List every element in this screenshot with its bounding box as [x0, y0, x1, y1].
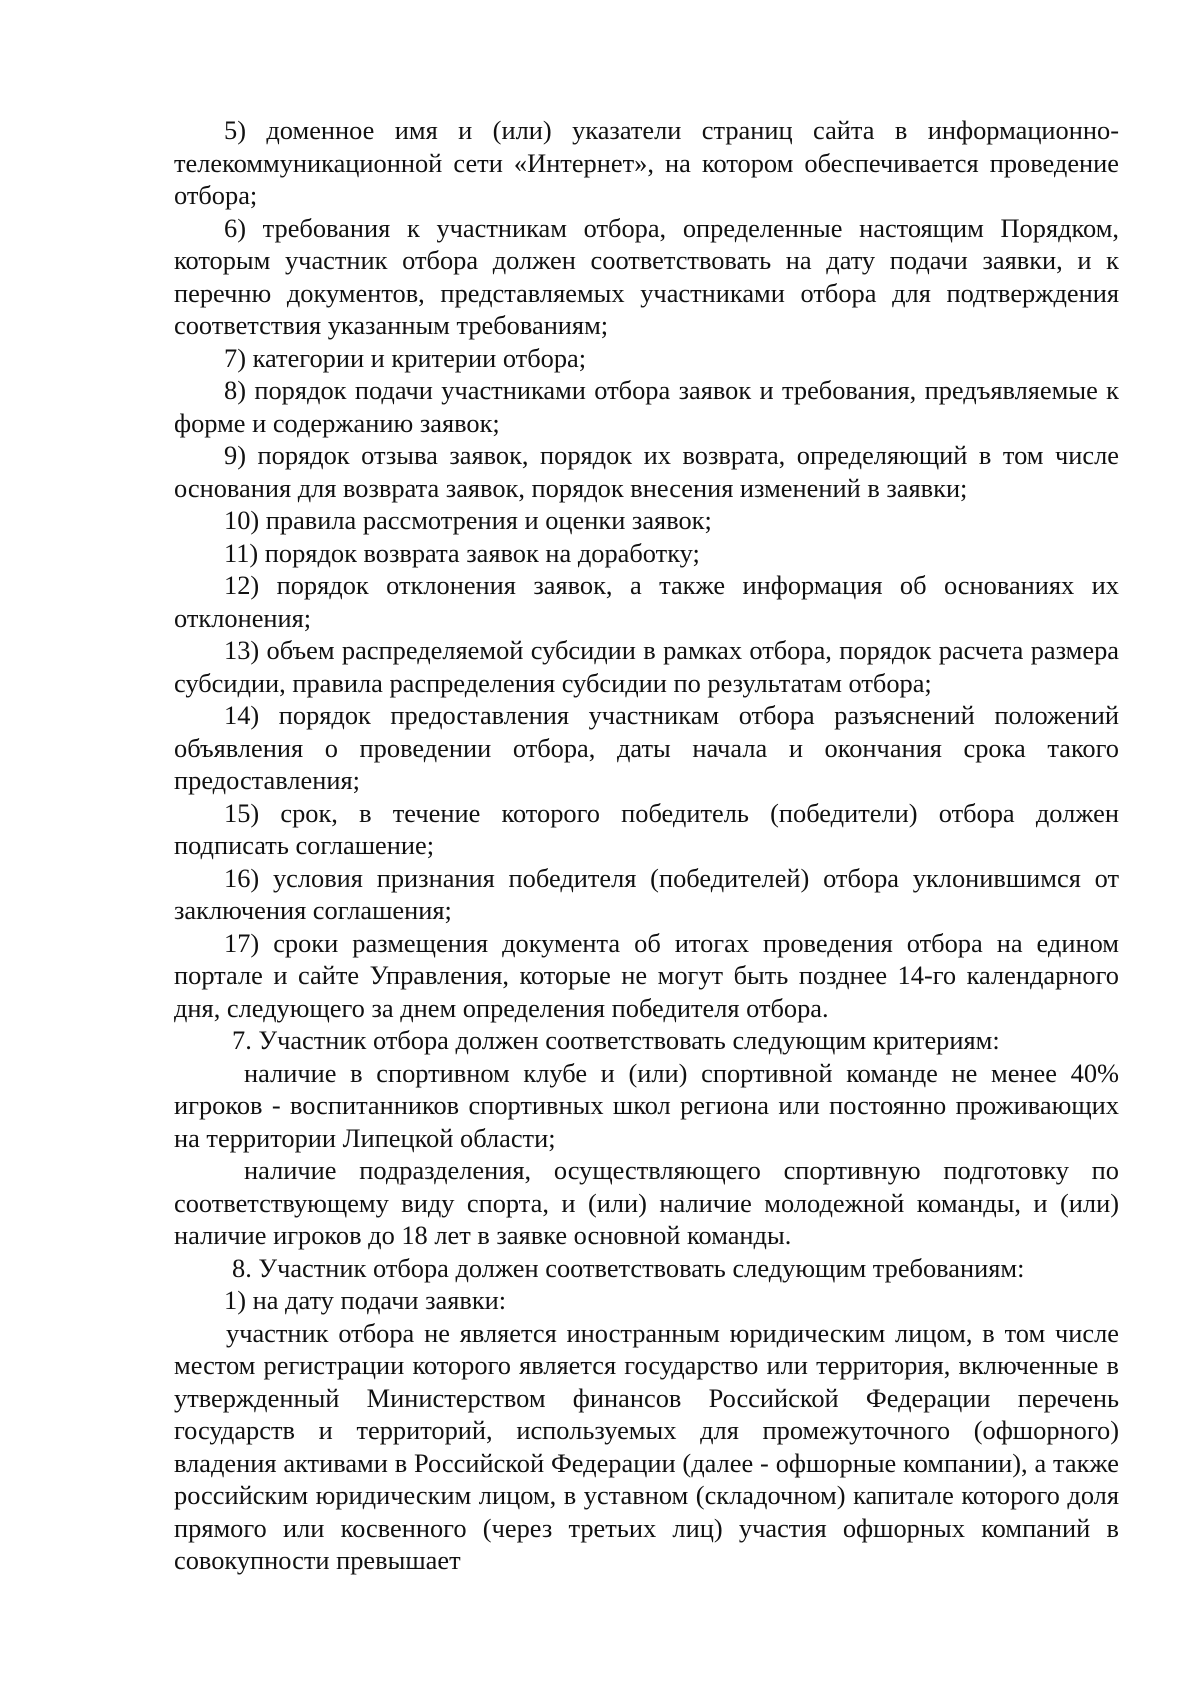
paragraph-item-14: 14) порядок предоставления участникам отбора разъяснений положений объявления о проведении отбора, даты начала и окончания срока такого предоставления;: [174, 700, 1119, 795]
paragraph-item-12: 12) порядок отклонения заявок, а также информация об основаниях их отклонения;: [174, 570, 1119, 633]
paragraph-item-17: 17) сроки размещения документа об итогах проведения отбора на едином портале и сайте Управления, которые не могут быть позднее 14-го календарного дня, следующего за днем определения победителя отбора.: [174, 927, 1119, 1023]
requirement-item-1: 1) на дату подачи заявки:: [224, 1285, 507, 1315]
paragraph-item-8: 8) порядок подачи участниками отбора заявок и требования, предъявляемые к форме и содержанию заявок;: [174, 375, 1119, 438]
paragraph-item-11: 11) порядок возврата заявок на доработку;: [224, 537, 700, 568]
paragraph-item-5: 5) доменное имя и (или) указатели страниц сайта в информационно-телекоммуникационной сети «Интернет», на котором обеспечивается проведение отбора;: [174, 115, 1119, 210]
paragraph-item-10: 10) правила рассмотрения и оценки заявок;: [224, 505, 712, 535]
paragraph-item-6: 6) требования к участникам отбора, определенные настоящим Порядком, которым участник отбора должен соответствовать на дату подачи заявки, и к перечню документов, представляемых участниками отбора для подтверждения соответствия указанным требованиям;: [174, 212, 1119, 340]
paragraph-item-15: 15) срок, в течение которого победитель (победители) отбора должен подписать соглашение;: [174, 797, 1119, 860]
criterion-youth-team: наличие подразделения, осуществляющего спортивную подготовку по соответствующему виду спорта, и (или) наличие молодежной команды, и (или) наличие игроков до 18 лет в заявке основной команды.: [174, 1155, 1119, 1250]
paragraph-item-9: 9) порядок отзыва заявок, порядок их возврата, определяющий в том числе основания для возврата заявок, порядок внесения изменений в заявки;: [174, 440, 1119, 503]
paragraph-item-13: 13) объем распределяемой субсидии в рамках отбора, порядок расчета размера субсидии, правила распределения субсидии по результатам отбора;: [174, 635, 1119, 698]
requirement-offshore: участник отбора не является иностранным юридическим лицом, в том числе местом регистрации которого является государство или территория, включенные в утвержденный Министерством финансов Российской Федерации перечень государств и территорий, используемых для промежуточного (офшорного) владения активами в Российской Федерации (далее - офшорные компании), а также российским юридическим лицом, в уставном (складочном) капитале которого доля прямого или косвенного (через третьих лиц) участия офшорных компаний в совокупности превышает: [174, 1317, 1119, 1575]
criterion-players-share: наличие в спортивном клубе и (или) спортивной команде не менее 40% игроков - воспитанников спортивных школ региона или постоянно проживающих на территории Липецкой области;: [174, 1057, 1119, 1153]
paragraph-item-7: 7) категории и критерии отбора;: [224, 342, 587, 373]
document-body: [174, 114, 1119, 1577]
section-8-heading: 8. Участник отбора должен соответствовать следующим требованиям:: [232, 1252, 1025, 1283]
section-7-heading: 7. Участник отбора должен соответствовать следующим критериям:: [232, 1025, 1000, 1055]
paragraph-item-16: 16) условия признания победителя (победителей) отбора уклонившимся от заключения соглашения;: [174, 862, 1119, 925]
